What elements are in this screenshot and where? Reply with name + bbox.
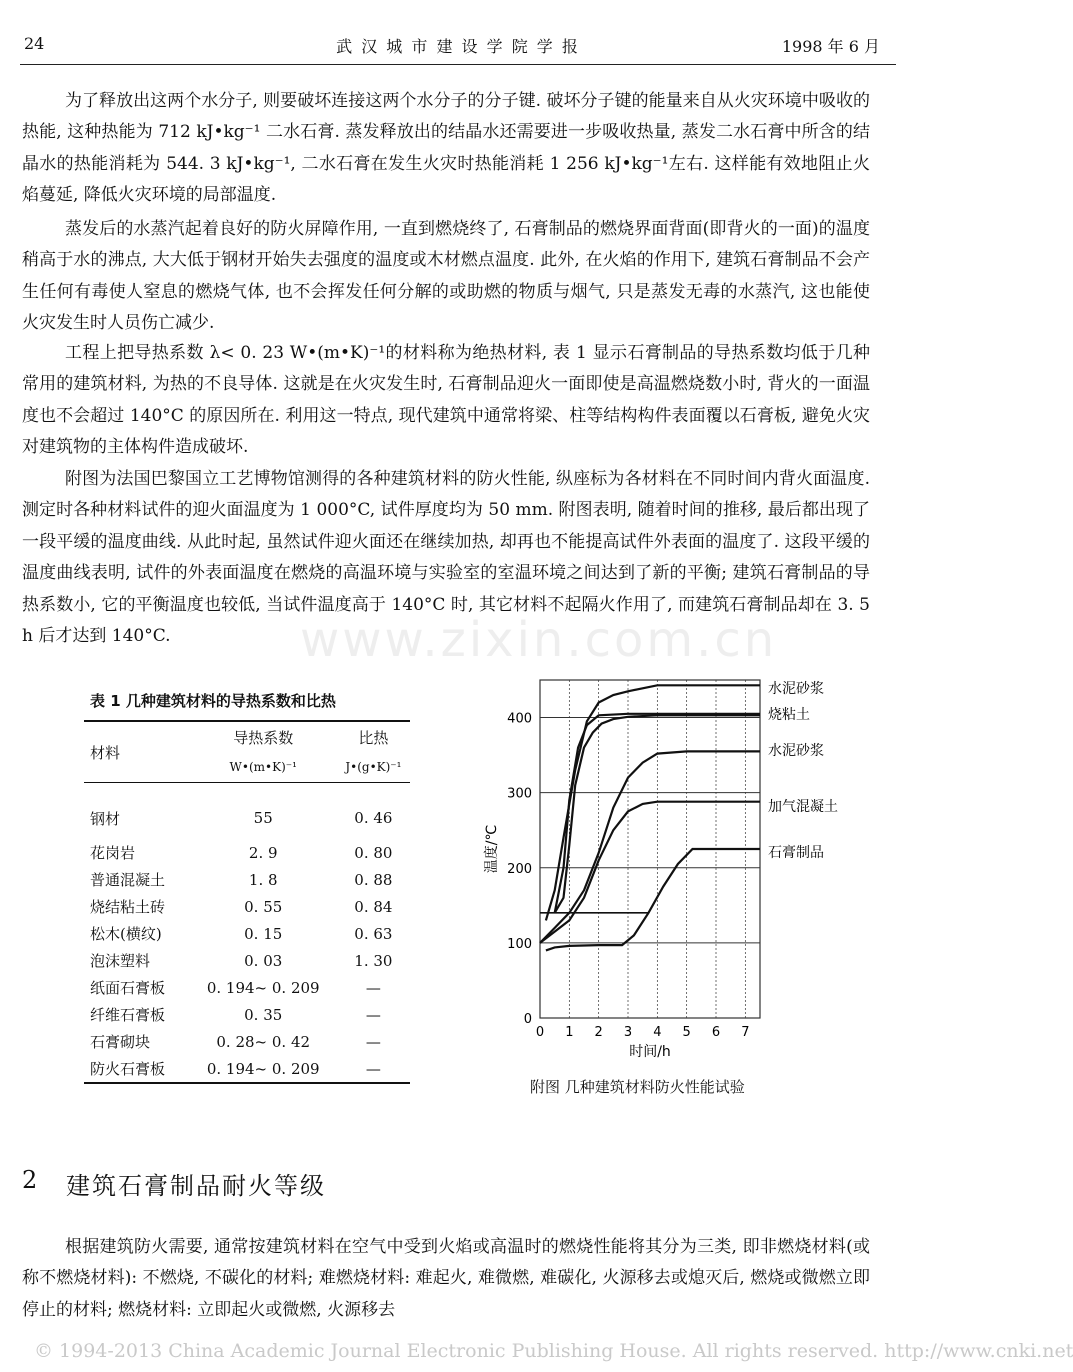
table-row [84,893,410,920]
section-title: 建筑石膏制品耐火等级 [66,1172,326,1200]
cell-material: 松木(横纹) [90,925,162,943]
x-tick-label: 2 [594,1025,603,1040]
table-header-row [84,721,410,752]
table-row [84,974,410,1001]
paragraph-4: 附图为法国巴黎国立工艺博物馆测得的各种建筑材料的防火性能, 纵座标为各材料在不同时间内背火面温度. 测定时各种材料试件的迎火面温度为 1 000°C, 试件厚度均为 50 mm. 附图表明, 随着时间的推移, 最后都出现了一段平缓的温度曲线. 从此时起, 虽然试件迎火面还在继续加热, 却再也不能提高试件外表面的温度了. 这段平缓的温度曲线表明, 试件的外表面温度在燃烧的高温环境与实验室的室温环境之间达到了新的平衡; 建筑石膏制品的导热系数小, 它的平衡温度也较低, 当试件温度高于 140°C 时, 其它材料不起隔火作用了, 而建筑石膏制品却在 3. 5 h 后才达到 140°C. [22,469,870,647]
cell-material: 纸面石膏板 [90,979,166,997]
table-row [84,1001,410,1028]
cell-material: 石膏砌块 [90,1033,151,1051]
cell-conductivity: 0. 194~ 0. 209 [206,1059,320,1078]
cell-specific-heat: — [365,1032,381,1051]
legend-label: 水泥砂浆 [768,743,824,759]
cell-material: 防火石膏板 [90,1060,166,1078]
legend-label: 加气混凝土 [768,799,838,815]
table-row [84,1028,410,1055]
watermark: www.zixin.com.cn [300,612,778,668]
col-material: 材料 [90,743,121,762]
y-tick-label: 100 [507,936,532,952]
cell-conductivity: 1. 8 [248,870,278,889]
x-axis-label: 时间/h [629,1044,671,1060]
y-tick-label: 300 [507,786,532,802]
cell-specific-heat: 1. 30 [354,951,393,970]
section-number: 2 [22,1166,38,1194]
figure-caption: 附图 几种建筑材料防火性能试验 [530,1078,745,1096]
legend-label: 石膏制品 [768,845,824,861]
table-row [84,783,410,840]
cell-specific-heat: 0. 80 [354,843,393,862]
x-tick-label: 5 [682,1025,691,1040]
table-row [84,947,410,974]
y-tick-label: 400 [507,711,532,727]
table-1 [84,720,410,1084]
x-tick-label: 6 [711,1025,721,1040]
cell-conductivity: 0. 28~ 0. 42 [216,1032,311,1051]
table-row [84,920,410,947]
paragraph-2: 蒸发后的水蒸汽起着良好的防火屏障作用, 一直到燃烧终了, 石膏制品的燃烧界面背面(即背火的一面)的温度稍高于水的沸点, 大大低于钢材开始失去强度的温度或木材燃点温度. 此外, 在火焰的作用下, 建筑石膏制品不会产生任何有毒使人窒息的燃烧气体, 也不会挥发任何分解的或助燃的物质与烟气, 只是蒸发无毒的水蒸汽, 这也能使火灾发生时人员伤亡减少. [22,219,870,334]
col-k: 导热系数 [233,728,294,747]
cell-material: 钢材 [90,809,121,828]
cell-conductivity: 2. 9 [248,843,278,862]
cell-conductivity: 0. 35 [244,1005,283,1024]
paragraph-5: 根据建筑防火需要, 通常按建筑材料在空气中受到火焰或高温时的燃烧性能将其分为三类, 即非燃烧材料(或称不燃烧材料): 不燃烧, 不碳化的材料; 难燃烧材料: 难起火, 难微燃, 难碳化, 火源移去或熄灭后, 燃烧或微燃立即停止的材料; 燃烧材料: 立即起火或微燃, 火源移去 [22,1237,870,1320]
cell-specific-heat: 0. 63 [354,924,393,943]
page-number: 24 [24,34,45,53]
cell-conductivity: 0. 15 [244,924,283,943]
journal-name: 武 汉 城 市 建 设 学 院 学 报 [336,37,580,56]
legend-label: 水泥砂浆 [768,681,824,697]
cell-conductivity: 0. 03 [244,951,283,970]
y-tick-label: 0 [523,1012,532,1027]
paragraph-3: 工程上把导热系数 λ< 0. 23 W•(m•K)⁻¹的材料称为绝热材料, 表 1 显示石膏制品的导热系数均低于几种常用的建筑材料, 为热的不良导体. 这就是在火灾发生时, 石膏制品迎火一面即使是高温燃烧数小时, 背火的一面温度也不会超过 140°C 的原因所在. 利用这一特点, 现代建筑中通常将梁、柱等结构构件表面覆以石膏板, 避免火灾对建筑物的主体构件造成破坏. [22,343,870,458]
x-tick-label: 0 [535,1025,545,1040]
table-row [84,1055,410,1083]
x-tick-label: 7 [741,1025,750,1040]
issue-date: 1998 年 6 月 [781,37,880,56]
running-header [20,28,896,65]
col-c-unit: J•(g•K)⁻¹ [345,760,402,774]
legend-label: 烧粘土 [768,707,810,723]
cell-material: 烧结粘土砖 [90,898,166,916]
cell-material: 花岗岩 [90,844,136,862]
x-tick-label: 4 [653,1025,662,1040]
cell-specific-heat: 0. 88 [354,870,393,889]
y-axis-label: 温度/℃ [484,824,500,874]
paragraph-1: 为了释放出这两个水分子, 则要破坏连接这两个水分子的分子键. 破坏分子键的能量来自从火灾环境中吸收的热能, 这种热能为 712 kJ•kg⁻¹ 二水石膏. 蒸发释放出的结晶水还需要进一步吸收热量, 蒸发二水石膏中所含的结晶水的热能消耗为 544. 3 kJ•kg⁻¹, 二水石膏在发生火灾时热能消耗 1 256 kJ•kg⁻¹左右. 这样能有效地阻止火焰蔓延, 降低火灾环境的局部温度. [22,91,870,206]
cell-conductivity: 55 [253,809,273,827]
cell-material: 泡沫塑料 [90,952,151,970]
cell-material: 纤维石膏板 [90,1006,166,1024]
cell-specific-heat: 0. 46 [354,809,393,827]
table-caption: 表 1 几种建筑材料的导热系数和比热 [90,692,336,710]
fire-test-chart [470,666,890,1066]
series-line [540,802,760,943]
cell-conductivity: 0. 194~ 0. 209 [206,978,320,997]
cell-conductivity: 0. 55 [244,897,283,916]
cell-specific-heat: 0. 84 [354,897,393,916]
y-tick-label: 200 [507,861,532,877]
table-row [84,866,410,893]
copyright-footer: © 1994-2013 China Academic Journal Electronic Publishing House. All rights reserved. http://www.cnki.net [34,1340,1073,1362]
cell-specific-heat: — [365,1005,381,1024]
cell-specific-heat: — [365,978,381,997]
cell-specific-heat: — [365,1059,381,1078]
cell-material: 普通混凝土 [90,871,166,889]
table-row [84,839,410,866]
x-tick-label: 3 [623,1025,633,1040]
col-k-unit: W•(m•K)⁻¹ [229,760,297,774]
x-tick-label: 1 [565,1025,574,1040]
col-c: 比热 [358,728,389,747]
